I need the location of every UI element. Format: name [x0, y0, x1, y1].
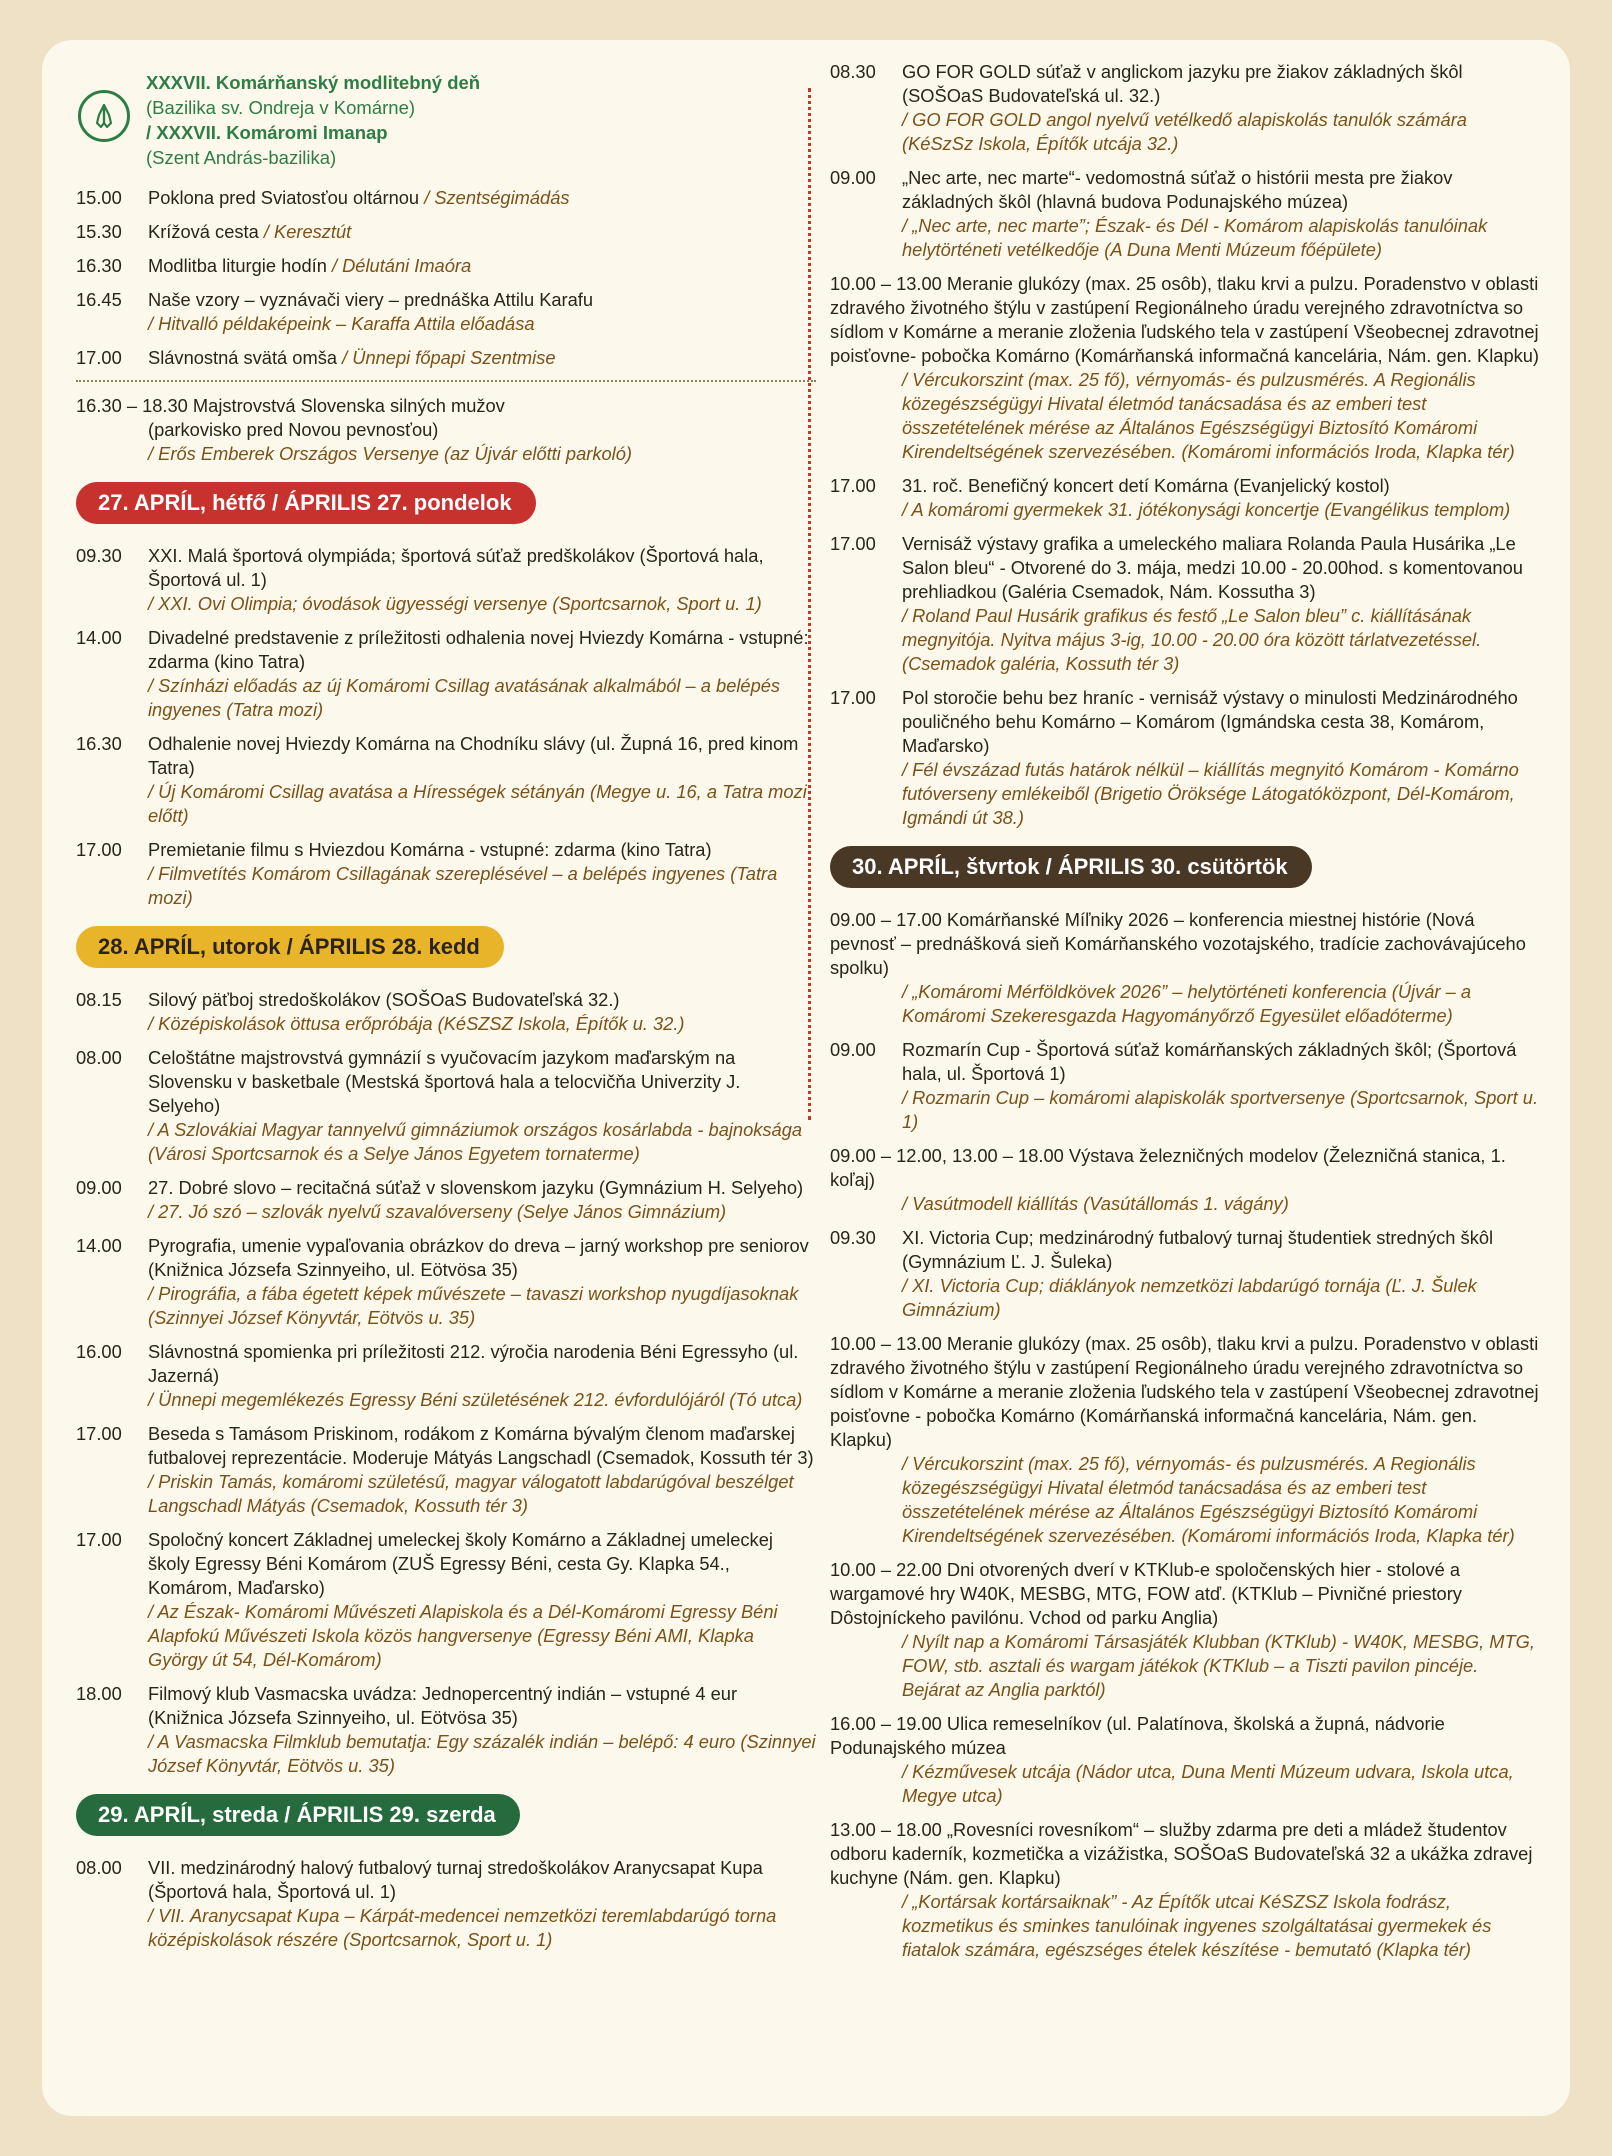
event-hu: / Délutáni Imaóra	[331, 255, 472, 276]
event-row	[76, 1234, 816, 1330]
event-sk: Celoštátne majstrovstvá gymnázií s vyučovacím jazykom maďarským na Slovensku v basketbale (Mestská športová hala a telocvičňa Univerzity J. Selyeho)	[148, 1047, 741, 1116]
event-time: 17.00	[830, 475, 876, 496]
intro-venue-sk: (Bazilika sv. Ondreja v Komárne)	[146, 97, 416, 118]
event-hu: / Új Komáromi Csillag avatása a Hírességek sétányán (Megye u. 16, a Tatra mozi előtt)	[148, 781, 807, 826]
event-sk: Majstrovstvá Slovenska silných mužov	[192, 395, 505, 416]
event-time: 16.00 – 19.00	[830, 1713, 942, 1734]
event-row	[830, 474, 1540, 522]
event-time: 14.00	[76, 1235, 122, 1256]
event-hu: / Ünnepi megemlékezés Egressy Béni születésének 212. évfordulójáról (Tó utca)	[148, 1389, 803, 1410]
event-sk: Filmový klub Vasmacska uvádza: Jednopercentný indián – vstupné 4 eur (Knižnica Józsefa Szinnyeiho, ul. Eötvösa 35)	[148, 1683, 738, 1728]
event-time: 14.00	[76, 627, 122, 648]
event-hu: / „Komáromi Mérföldkövek 2026” – helytörténeti konferencia (Újvár – a Komáromi Szekeresgazda Hagyományőrző Egyesület előadóterme)	[902, 981, 1472, 1026]
event-time: 13.00 – 18.00	[830, 1819, 942, 1840]
event-hu: / Szentségimádás	[424, 187, 570, 208]
event-time: 08.30	[830, 61, 876, 82]
event-sk: Odhalenie novej Hviezdy Komárna na Chodníku slávy (ul. Župná 16, pred kinom Tatra)	[148, 733, 799, 778]
event-time: 09.30	[76, 545, 122, 566]
event-time: 15.30	[76, 221, 122, 242]
event-row	[76, 1176, 816, 1224]
event-hu: / Vasútmodell kiállítás (Vasútállomás 1. vágány)	[902, 1193, 1289, 1214]
event-hu: / A Szlovákiai Magyar tannyelvű gimnáziumok országos kosárlabda - bajnoksága (Városi Sportcsarnok és a Selye János Egyetem tornaterme)	[148, 1119, 803, 1164]
event-row	[830, 908, 1540, 1028]
event-time: 17.00	[830, 533, 876, 554]
event-sk: Dni otvorených dverí v KTKlub-e spoločenských hier - stolové a wargamové hry W40K, MESBG, MTG, FOW atď. (KTKlub – Pivničné priestory Dôstojníckeho pavilónu. Vchod od parku Anglia)	[830, 1559, 1462, 1628]
event-sk: XXI. Malá športová olympiáda; športová súťaž predškolákov (Športová hala, Športová ul. 1)	[148, 545, 764, 590]
event-sk: VII. medzinárodný halový futbalový turnaj stredoškolákov Aranycsapat Kupa (Športová hala, Športová ul. 1)	[148, 1857, 763, 1902]
event-hu: / 27. Jó szó – szlovák nyelvű szavalóverseny (Selye János Gimnázium)	[148, 1201, 727, 1222]
event-time: 08.00	[76, 1047, 122, 1068]
event-hu: / Fél évszázad futás határok nélkül – kiállítás megnyitó Komárom - Komárno futóverseny emlékeiből (Brigetio Öröksége Látogatóközpont, Dél-Komárom, Igmándi út 38.)	[902, 759, 1519, 828]
event-time: 10.00 – 13.00	[830, 273, 942, 294]
programme-page	[42, 40, 1570, 2116]
event-row	[830, 1144, 1540, 1216]
day28-events	[76, 988, 816, 1778]
event-sk: Výstava železničných modelov (Železničná stanica, 1. koľaj)	[830, 1145, 1506, 1190]
event-hu: / GO FOR GOLD angol nyelvű vetélkedő alapiskolás tanulók számára (KéSzSz Iskola, Építők utcája 32.)	[902, 109, 1467, 154]
day29-events-continued	[830, 60, 1540, 830]
event-time: 08.00	[76, 1857, 122, 1878]
event-row	[76, 1340, 816, 1412]
event-time: 16.30 – 18.30	[76, 395, 188, 416]
event-row	[830, 1712, 1540, 1808]
event-hu: / Erős Emberek Országos Versenye (az Újvár előtti parkoló)	[148, 443, 632, 464]
event-row	[830, 166, 1540, 262]
event-hu: / Filmvetítés Komárom Csillagának szereplésével – a belépés ingyenes (Tatra mozi)	[148, 863, 778, 908]
event-sk: Spoločný koncert Základnej umeleckej školy Komárno a Základnej umeleckej školy Egressy Béni Komárom (ZUŠ Egressy Béni, cesta Gy. Klapka 54., Komárom, Maďarsko)	[148, 1529, 773, 1598]
event-hu: / XI. Victoria Cup; diáklányok nemzetközi labdarúgó tornája (Ľ. J. Šulek Gimnázium)	[902, 1275, 1477, 1320]
event-time: 10.00 – 22.00	[830, 1559, 942, 1580]
event-row	[76, 254, 816, 278]
event-time: 09.00 – 17.00	[830, 909, 942, 930]
event-sk: 31. roč. Beneﬁčný koncert detí Komárna (Evanjelický kostol)	[902, 475, 1390, 496]
event-sk: Modlitba liturgie hodín	[148, 255, 332, 276]
praying-hands-icon	[78, 90, 130, 142]
event-time: 16.00	[76, 1341, 122, 1362]
event-hu: / A Vasmacska Filmklub bemutatja: Egy százalék indián – belépő: 4 euro (Szinnyei József Könyvtár, Eötvös u. 35)	[148, 1731, 816, 1776]
right-column	[830, 60, 1540, 1972]
event-hu: / Középiskolások öttusa erőpróbája (KéSZSZ Iskola, Építők u. 32.)	[148, 1013, 685, 1034]
event-sk-location: (parkovisko pred Novou pevnosťou)	[148, 419, 439, 440]
day-banner-28: 28. APRÍL, utorok / ÁPRILIS 28. kedd	[76, 926, 504, 968]
event-hu: / „Kortársak kortársaiknak” - Az Építők utcai KéSZSZ Iskola fodrász, kozmetikus és sminkes tanulóinak ingyenes szolgáltatásai gyermekek és fiatalok számára, egészséges ételek készítése - bemutató (Klapka tér)	[902, 1891, 1492, 1960]
event-sk: GO FOR GOLD súťaž v anglickom jazyku pre žiakov základných škôl (SOŠOaS Budovateľská ul. 32.)	[902, 61, 1463, 106]
event-time: 17.00	[830, 687, 876, 708]
event-hu: / „Nec arte, nec marte”; Észak- és Dél - Komárom alapiskolás tanulóinak helytörténeti vetélkedője (A Duna Menti Múzeum főépülete)	[902, 215, 1488, 260]
event-hu: / Roland Paul Husárik graﬁkus és festő „Le Salon bleu” c. kiállításának megnyitója. Nyitva május 3-ig, 10.00 - 20.00 óra között tárlatvezetéssel. (Csemadok galéria, Kossuth tér 3)	[902, 605, 1482, 674]
event-row	[830, 532, 1540, 676]
event-sk: Ulica remeselníkov (ul. Palatínova, školská a župná, nádvorie Podunajského múzea	[830, 1713, 1445, 1758]
event-row	[76, 288, 816, 336]
event-row	[76, 544, 816, 616]
event-hu: / Priskin Tamás, komáromi születésű, magyar válogatott labdarúgóval beszélget Langschadl Mátyás (Csemadok, Kossuth tér 3)	[148, 1471, 794, 1516]
event-time: 16.30	[76, 255, 122, 276]
day-banner-27: 27. APRÍL, hétfő / ÁPRILIS 27. pondelok	[76, 482, 536, 524]
event-sk: Krížová cesta	[148, 221, 264, 242]
day-banner-30: 30. APRÍL, štvrtok / ÁPRILIS 30. csütörtök	[830, 846, 1312, 888]
event-row	[76, 732, 816, 828]
event-sk: Komárňanské Míľniky 2026 – konferencia miestnej histórie (Nová pevnosť – prednášková sieň Komárňanského vozotajského, tradície zachovávajúceho spolku)	[830, 909, 1526, 978]
event-hu: / Az Észak- Komáromi Művészeti Alapiskola és a Dél-Komáromi Egressy Béni Alapfokú Művészeti Iskola közös hangversenye (Egressy Béni AMI, Klapka György út 54, Dél-Komárom)	[148, 1601, 778, 1670]
event-hu: / Kézművesek utcája (Nádor utca, Duna Menti Múzeum udvara, Iskola utca, Megye utca)	[902, 1761, 1514, 1806]
event-time: 09.00	[830, 1039, 876, 1060]
event-time: 17.00	[76, 1529, 122, 1550]
event-row	[76, 186, 816, 210]
event-row	[76, 1422, 816, 1518]
event-row	[830, 686, 1540, 830]
event-hu: / Vércukorszint (max. 25 fő), vérnyomás- és pulzusmérés. A Regionális közegészségügyi Hivatal életmód tanácsadása és az emberi test összetételének mérése az Általános Egészségügyi Biztosító Komáromi Kirendeltségének szervezésében. (Komáromi információs Iroda, Klapka tér)	[902, 1453, 1515, 1546]
event-row	[830, 1038, 1540, 1134]
event-time: 17.00	[76, 1423, 122, 1444]
event-row	[76, 838, 816, 910]
event-sk: XI. Victoria Cup; medzinárodný futbalový turnaj študentiek stredných škôl (Gymnázium Ľ. J. Šuleka)	[902, 1227, 1494, 1272]
event-hu: / Pirográfia, a fába égetett képek művészete – tavaszi workshop nyugdíjasoknak (Szinnyei József Könyvtár, Eötvös u. 35)	[148, 1283, 799, 1328]
event-sk: 27. Dobré slovo – recitačná súťaž v slovenskom jazyku (Gymnázium H. Selyeho)	[148, 1177, 804, 1198]
event-sk: Divadelné predstavenie z príležitosti odhalenia novej Hviezdy Komárna - vstupné: zdarma (kino Tatra)	[148, 627, 809, 672]
event-sk: „Rovesníci rovesníkom“ – služby zdarma pre deti a mládež študentov odboru kaderník, kozmetička a vizážistka, SOŠOaS Budovateľská 32 a ukážka zdravej kuchyne (Nám. gen. Klapku)	[830, 1819, 1533, 1888]
event-sk: Meranie glukózy (max. 25 osôb), tlaku krvi a pulzu. Poradenstvo v oblasti zdravého životného štýlu v zastúpení Regionálneho úradu verejného zdravotníctva so sídlom v Komárne a meranie zloženia ľudského tela v zastúpení Všeobecnej zdravotnej poisťovne- pobočka Komárno (Komárňanská informačná kancelária, Nám. gen. Klapku)	[830, 273, 1540, 366]
event-row	[76, 988, 816, 1036]
event-hu: / Színházi előadás az új Komáromi Csillag avatásának alkalmából – a belépés ingyenes (Tatra mozi)	[148, 675, 781, 720]
event-hu: / Ünnepi főpapi Szentmise	[342, 347, 556, 368]
event-hu: / Rozmarin Cup – komáromi alapiskolák sportversenye (Sportcsarnok, Sport u. 1)	[902, 1087, 1539, 1132]
event-hu: / Hitvalló példaképeink – Karaffa Attila előadása	[148, 313, 535, 334]
event-row	[76, 1046, 816, 1166]
event-row	[76, 1682, 816, 1778]
event-row	[76, 1856, 816, 1952]
event-sk: Premietanie filmu s Hviezdou Komárna - vstupné: zdarma (kino Tatra)	[148, 839, 712, 860]
event-row	[830, 1818, 1540, 1962]
event-time: 17.00	[76, 839, 122, 860]
event-time: 09.00	[830, 167, 876, 188]
event-row	[830, 1226, 1540, 1322]
intro-title-sk: XXXVII. Komárňanský modlitebný deň	[146, 72, 481, 93]
day27-events	[76, 544, 816, 910]
event-sk: Silový päťboj stredoškolákov (SOŠOaS Budovateľská 32.)	[148, 989, 620, 1010]
day-banner-29: 29. APRÍL, streda / ÁPRILIS 29. szerda	[76, 1794, 520, 1836]
event-sk: Slávnostná spomienka pri príležitosti 212. výročia narodenia Béni Egressyho (ul. Jazerná)	[148, 1341, 799, 1386]
event-hu: / Nyílt nap a Komáromi Társasjáték Klubban (KTKlub) - W40K, MESBG, MTG, FOW, stb. asztali és wargam játékok (KTKlub – a Tiszti pavilon pincéje. Bejárat az Anglia parktól)	[902, 1631, 1535, 1700]
event-row	[830, 1558, 1540, 1702]
day29-events	[76, 1856, 816, 1952]
event-time: 17.00	[76, 347, 122, 368]
event-row	[76, 220, 816, 244]
left-column	[76, 40, 816, 1962]
event-sk: Beseda s Tamásom Priskinom, rodákom z Komárna bývalým členom maďarskej futbalovej reprezentácie. Moderuje Mátyás Langschadl (Csemadok, Kossuth tér 3)	[148, 1423, 814, 1468]
intro-venue-hu: (Szent András-bazilika)	[146, 147, 337, 168]
event-sk: Pol storočie behu bez hraníc - vernisáž výstavy o minulosti Medzinárodného pouličného behu Komárno – Komárom (Igmándska cesta 38, Komárom, Maďarsko)	[902, 687, 1518, 756]
event-hu: / Vércukorszint (max. 25 fő), vérnyomás- és pulzusmérés. A Regionális közegészségügyi Hivatal életmód tanácsadása és az emberi test összetételének mérése az Általános Egészségügyi Biztosító Komáromi Kirendeltségének szervezésében. (Komáromi információs Iroda, Klapka tér)	[902, 369, 1515, 462]
event-row	[76, 626, 816, 722]
event-row	[830, 1332, 1540, 1548]
event-time: 09.00 – 12.00, 13.00 – 18.00	[830, 1145, 1064, 1166]
event-hu: / VII. Aranycsapat Kupa – Kárpát-medencei nemzetközi teremlabdarúgó torna középiskolások részére (Sportcsarnok, Sport u. 1)	[148, 1905, 777, 1950]
event-sk: Slávnostná svätá omša	[148, 347, 343, 368]
event-time: 10.00 – 13.00	[830, 1333, 942, 1354]
event-hu: / A komáromi gyermekek 31. jótékonysági koncertje (Evangélikus templom)	[902, 499, 1511, 520]
dotted-separator	[76, 380, 816, 382]
event-row	[76, 1528, 816, 1672]
event-row	[76, 394, 816, 466]
event-hu: / Keresztút	[263, 221, 352, 242]
event-time: 09.00	[76, 1177, 122, 1198]
event-sk: Naše vzory – vyznávači viery – prednáška Attilu Karafu	[148, 289, 594, 310]
event-hu: / XXI. Ovi Olimpia; óvodások ügyességi versenye (Sportcsarnok, Sport u. 1)	[148, 593, 762, 614]
event-sk: Rozmarín Cup - Športová súťaž komárňanských základných škôl; (Športová hala, ul. Športová 1)	[902, 1039, 1517, 1084]
prayer-day-heading	[76, 70, 816, 170]
event-sk: Poklona pred Sviatosťou oltárnou	[148, 187, 425, 208]
event-sk: Vernisáž výstavy graﬁka a umeleckého maliara Rolanda Paula Husárika „Le Salon bleu“ - Otvorené do 3. mája, medzi 10.00 - 20.00hod. s komentovanou prehliadkou (Galéria Csemadok, Nám. Kossutha 3)	[902, 533, 1523, 602]
event-time: 15.00	[76, 187, 122, 208]
event-sk: Pyrografia, umenie vypaľovania obrázkov do dreva – jarný workshop pre seniorov (Knižnica Józsefa Szinnyeiho, ul. Eötvösa 35)	[148, 1235, 809, 1280]
event-sk: „Nec arte, nec marte“- vedomostná súťaž o histórii mesta pre žiakov základných škôl (hlavná budova Podunajského múzea)	[902, 167, 1453, 212]
day30-events	[830, 908, 1540, 1962]
event-time: 16.30	[76, 733, 122, 754]
event-sk: Meranie glukózy (max. 25 osôb), tlaku krvi a pulzu. Poradenstvo v oblasti zdravého životného štýlu v zastúpení Regionálneho úradu verejného zdravotníctva so sídlom v Komárne a meranie zloženia ľudského tela v zastúpení Všeobecnej zdravotnej poisťovne - pobočka Komárno (Komárňanská informačná kancelária, Nám. gen. Klapku)	[830, 1333, 1539, 1450]
intro-title-hu: / XXXVII. Komáromi Imanap	[146, 122, 388, 143]
event-row	[830, 272, 1540, 464]
event-time: 18.00	[76, 1683, 122, 1704]
event-time: 08.15	[76, 989, 122, 1010]
event-row	[76, 346, 816, 370]
event-row	[830, 60, 1540, 156]
event-time: 09.30	[830, 1227, 876, 1248]
event-time: 16.45	[76, 289, 122, 310]
